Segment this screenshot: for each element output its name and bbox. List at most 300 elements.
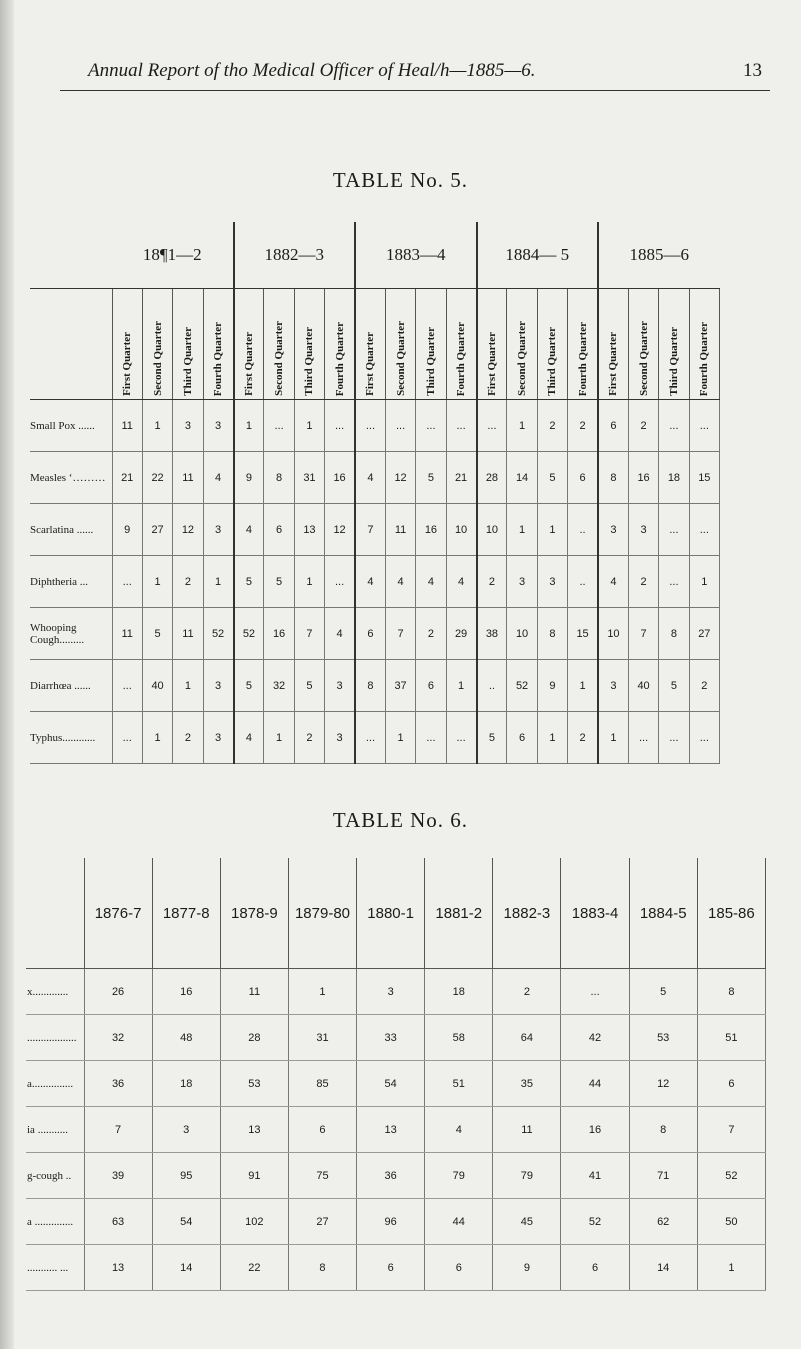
table5-cell: 4 [355,452,385,504]
table5-cell: 2 [568,400,598,452]
table5-cell: .. [477,660,507,712]
table5-cell: 6 [264,504,294,556]
table5-quarter-label: Third Quarter [181,327,194,396]
table6-cell: 53 [629,1015,697,1061]
table5-cell: 5 [234,556,264,608]
table6-cell: 18 [425,969,493,1015]
table5-cell: 3 [507,556,537,608]
table6-year-header: 1884-5 [629,858,697,969]
table5-row [30,556,720,608]
table5-corner-cell [30,222,112,289]
table5-cell: 9 [234,452,264,504]
table5-cell: ... [659,556,689,608]
table5-cell: 40 [142,660,172,712]
table6-cell: 6 [697,1061,765,1107]
table5-cell: 2 [537,400,567,452]
table5-cell: 3 [203,660,233,712]
table6-cell: 62 [629,1199,697,1245]
table5-cell: 14 [507,452,537,504]
table5-cell: 11 [385,504,415,556]
table6-cell: 52 [697,1153,765,1199]
table5-cell: 1 [507,400,537,452]
table5-cell: 5 [477,712,507,764]
table6-cell: 14 [629,1245,697,1291]
table5-cell: 1 [142,556,172,608]
table5-quarter-header [234,289,264,400]
table5-cell: 3 [628,504,658,556]
table5-quarter-label: First Quarter [121,332,134,396]
table6-cell: 58 [425,1015,493,1061]
table5-cell: 2 [689,660,719,712]
table5-cell: ... [112,660,142,712]
table5-cell: ... [659,400,689,452]
table5-cell: 2 [628,400,658,452]
table5-quarter-label: Second Quarter [273,321,286,396]
table5-cell: 3 [325,712,355,764]
table5-cell: 21 [112,452,142,504]
table5-cell: ... [446,712,476,764]
table5-cell: 5 [294,660,324,712]
table5-quarter-label: Second Quarter [637,321,650,396]
table6-cell: 48 [152,1015,220,1061]
table6-cell: 53 [220,1061,288,1107]
table5-row [30,400,720,452]
table6-cell: 44 [561,1061,629,1107]
table6-row [26,969,766,1015]
table5-cell: 1 [264,712,294,764]
table5-quarter-header [477,289,507,400]
table5-cell: 8 [355,660,385,712]
table6-cell: 27 [288,1199,356,1245]
table5-cell: 6 [355,608,385,660]
table6-cell: 14 [152,1245,220,1291]
table6-cell: 13 [357,1107,425,1153]
table6-year-header: 1882-3 [493,858,561,969]
table5-quarter-label: Third Quarter [667,327,680,396]
table6-cell: 102 [220,1199,288,1245]
table5-year-header: 1882—3 [234,222,356,289]
table5-cell: ... [325,556,355,608]
table5-cell: 1 [203,556,233,608]
table6-cell: 6 [561,1245,629,1291]
table5 [30,222,720,764]
table5-cell: 21 [446,452,476,504]
table5-cell: ... [659,504,689,556]
table5-cell: 3 [537,556,567,608]
table5-cell: ... [112,712,142,764]
table5-cell: 10 [446,504,476,556]
table5-cell: 1 [446,660,476,712]
table5-cell: 16 [325,452,355,504]
table5-cell: 7 [355,504,385,556]
table5-cell: 9 [537,660,567,712]
table6-cell: 33 [357,1015,425,1061]
table6-row-label: g-cough .. [26,1153,84,1199]
table5-row-label: Scarlatina ...... [30,504,112,556]
table5-cell: ... [416,400,446,452]
table5-cell: 2 [173,556,203,608]
table5-cell: 8 [598,452,628,504]
table5-cell: 1 [234,400,264,452]
table6-row-label: ia ........... [26,1107,84,1153]
table6-year-header: 1877-8 [152,858,220,969]
table5-cell: 1 [568,660,598,712]
table5-row [30,504,720,556]
table5-cell: 12 [385,452,415,504]
table5-cell: 16 [264,608,294,660]
table5-label-header [30,289,112,400]
table5-cell: .. [568,556,598,608]
table6-cell: 7 [697,1107,765,1153]
table6-cell: 75 [288,1153,356,1199]
table6-row [26,1199,766,1245]
page-header [60,54,770,94]
table5-cell: 1 [537,712,567,764]
table6-row-label: .................. [26,1015,84,1061]
table5-cell: 4 [416,556,446,608]
table6-cell: 42 [561,1015,629,1061]
table6-cell: ... [561,969,629,1015]
table6-cell: 36 [84,1061,152,1107]
table5-quarter-label: Third Quarter [303,327,316,396]
table5-cell: 6 [568,452,598,504]
table5-cell: 6 [416,660,446,712]
table6-row [26,1153,766,1199]
table6-cell: 2 [493,969,561,1015]
table5-quarter-header [689,289,719,400]
table6-cell: 71 [629,1153,697,1199]
table5-cell: ... [264,400,294,452]
table6-cell: 35 [493,1061,561,1107]
table5-row [30,660,720,712]
table5-row-label: Diarrhœa ...... [30,660,112,712]
table5-quarter-header [294,289,324,400]
table6-cell: 63 [84,1199,152,1245]
table6-cell: 91 [220,1153,288,1199]
table5-cell: 3 [203,400,233,452]
table5-cell: ... [385,400,415,452]
table5-cell: 2 [628,556,658,608]
table5-cell: 3 [598,504,628,556]
table5-cell: 7 [628,608,658,660]
table6-year-header: 1878-9 [220,858,288,969]
table5-cell: 1 [294,556,324,608]
table5-cell: ... [355,712,385,764]
table6-caption: TABLE No. 6. [332,808,469,832]
table6-cell: 32 [84,1015,152,1061]
table5-cell: 7 [385,608,415,660]
table6-row [26,1015,766,1061]
table5-quarter-header [203,289,233,400]
table6-year-header: 185-86 [697,858,765,969]
table5-cell: 16 [416,504,446,556]
table6-row [26,1061,766,1107]
table5-row [30,608,720,660]
table5-cell: 8 [537,608,567,660]
table6-cell: 12 [629,1061,697,1107]
page-spine [0,0,14,1349]
table5-cell: 6 [507,712,537,764]
table5-cell: 40 [628,660,658,712]
table5-cell: 22 [142,452,172,504]
table5-cell: ... [689,712,719,764]
table5-cell: 27 [142,504,172,556]
table6-cell: 51 [425,1061,493,1107]
table5-quarter-header [507,289,537,400]
table5-cell: 37 [385,660,415,712]
table5-cell: 5 [416,452,446,504]
table5-quarter-label: Second Quarter [394,321,407,396]
header-rule [60,90,770,91]
table5-cell: 13 [294,504,324,556]
table6-cell: 18 [152,1061,220,1107]
table5-quarter-header [598,289,628,400]
table5-year-header: 1884— 5 [477,222,599,289]
table5-cell: 3 [173,400,203,452]
table6-cell: 50 [697,1199,765,1245]
table5-cell: ... [355,400,385,452]
table5-quarter-header [385,289,415,400]
table6-year-header: 1879-80 [288,858,356,969]
table6-cell: 1 [697,1245,765,1291]
table6-cell: 39 [84,1153,152,1199]
table5-cell: 2 [173,712,203,764]
table6 [26,858,766,1291]
table5-quarter-label: First Quarter [485,332,498,396]
table5-cell: 3 [325,660,355,712]
table6-cell: 3 [357,969,425,1015]
table5-cell: 7 [294,608,324,660]
table5-cell: ... [325,400,355,452]
table5-quarter-label: Fourth Quarter [333,321,346,396]
table5-row-label: Whooping Cough......... [30,608,112,660]
table5-quarter-label: Second Quarter [516,321,529,396]
table5-cell: 29 [446,608,476,660]
table5-cell: 10 [598,608,628,660]
table6-corner-cell [26,858,84,969]
table5-cell: 4 [355,556,385,608]
table5-cell: ... [689,400,719,452]
table5-quarter-header [416,289,446,400]
table6-cell: 52 [561,1199,629,1245]
table5-cell: 4 [325,608,355,660]
table5-cell: 5 [264,556,294,608]
table5-quarter-header [325,289,355,400]
table6-cell: 28 [220,1015,288,1061]
table5-cell: 11 [112,400,142,452]
table6-cell: 96 [357,1199,425,1245]
table5-cell: 10 [477,504,507,556]
table6-cell: 95 [152,1153,220,1199]
table6-cell: 79 [425,1153,493,1199]
table6-cell: 36 [357,1153,425,1199]
table5-cell: 12 [325,504,355,556]
table5-quarter-label: Fourth Quarter [455,321,468,396]
table5-cell: 12 [173,504,203,556]
table5-cell: 31 [294,452,324,504]
table6-cell: 8 [288,1245,356,1291]
table5-row [30,712,720,764]
table6-cell: 4 [425,1107,493,1153]
table6-year-header: 1883-4 [561,858,629,969]
table5-cell: 52 [203,608,233,660]
table6-cell: 22 [220,1245,288,1291]
table5-quarter-label: Fourth Quarter [698,321,711,396]
table5-cell: 5 [234,660,264,712]
table5-row-label: Measles ‘……… [30,452,112,504]
table5-row-label: Small Pox ...... [30,400,112,452]
table5-cell: 8 [659,608,689,660]
table6-row-label: x............. [26,969,84,1015]
table5-cell: 10 [507,608,537,660]
table5-quarter-header [142,289,172,400]
table6-cell: 3 [152,1107,220,1153]
table5-cell: 32 [264,660,294,712]
table5-year-header: 1885—6 [598,222,720,289]
table6-cell: 45 [493,1199,561,1245]
table5-row-label: Diphtheria ... [30,556,112,608]
table5-cell: ... [477,400,507,452]
table6-cell: 7 [84,1107,152,1153]
table5-cell: 2 [477,556,507,608]
table6-cell: 6 [425,1245,493,1291]
table5-cell: 1 [537,504,567,556]
table6-cell: 44 [425,1199,493,1245]
table5-cell: 18 [659,452,689,504]
table6-row-label: a............... [26,1061,84,1107]
table5-cell: 6 [598,400,628,452]
table5-cell: 5 [142,608,172,660]
table5-caption: TABLE No. 5. [332,168,469,192]
table5-cell: 4 [598,556,628,608]
table5-cell: 27 [689,608,719,660]
table6-cell: 13 [220,1107,288,1153]
table5-cell: 1 [142,712,172,764]
table5-quarter-header [446,289,476,400]
table6-year-header: 1876-7 [84,858,152,969]
table5-cell: ... [112,556,142,608]
table5-cell: 15 [568,608,598,660]
table5-cell: 3 [203,504,233,556]
table5-quarter-header [659,289,689,400]
table5-cell: 2 [568,712,598,764]
table6-cell: 16 [561,1107,629,1153]
table5-cell: 1 [173,660,203,712]
table5-cell: 4 [234,504,264,556]
table5-cell: ... [659,712,689,764]
table5-year-header: 18¶1—2 [112,222,234,289]
table5-cell: 5 [537,452,567,504]
table5-year-header: 1883—4 [355,222,477,289]
table5-cell: 4 [234,712,264,764]
table5-quarter-label: Third Quarter [546,327,559,396]
table5-row [30,452,720,504]
table6-cell: 64 [493,1015,561,1061]
table6-cell: 6 [357,1245,425,1291]
table5-cell: 4 [446,556,476,608]
table6-row [26,1107,766,1153]
table6-cell: 16 [152,969,220,1015]
page-number: 13 [743,60,762,81]
table5-cell: 52 [234,608,264,660]
table5-cell: 1 [294,400,324,452]
table5-cell: 38 [477,608,507,660]
table5-quarter-label: Second Quarter [151,321,164,396]
table5-cell: 5 [659,660,689,712]
table5-cell: 2 [294,712,324,764]
table6-cell: 1 [288,969,356,1015]
table5-cell: 2 [416,608,446,660]
table5-quarter-header [568,289,598,400]
running-title: Annual Report of tho Medical Officer of Heal/h—1885—6. [88,60,536,81]
table5-cell: 1 [142,400,172,452]
table5-cell: 16 [628,452,658,504]
table5-cell: 1 [689,556,719,608]
table6-year-header: 1880-1 [357,858,425,969]
table5-cell: .. [568,504,598,556]
table6-cell: 11 [220,969,288,1015]
table5-cell: ... [416,712,446,764]
table5-cell: 4 [203,452,233,504]
table5-cell: 15 [689,452,719,504]
table6-row-label: ........... ... [26,1245,84,1291]
table6-cell: 9 [493,1245,561,1291]
table6-cell: 79 [493,1153,561,1199]
table6-cell: 54 [357,1061,425,1107]
table5-quarter-header [537,289,567,400]
table5-cell: 1 [385,712,415,764]
table5-row-label: Typhus............ [30,712,112,764]
table6-cell: 5 [629,969,697,1015]
table5-quarter-header [355,289,385,400]
table5-quarter-label: First Quarter [607,332,620,396]
table6-cell: 41 [561,1153,629,1199]
table6-cell: 31 [288,1015,356,1061]
table5-cell: 11 [173,452,203,504]
table5-cell: ... [628,712,658,764]
table6-row-label: a .............. [26,1199,84,1245]
table5-cell: 1 [507,504,537,556]
table6-cell: 54 [152,1199,220,1245]
table6-row [26,1245,766,1291]
table5-cell: 1 [598,712,628,764]
table6-cell: 8 [697,969,765,1015]
table5-cell: 9 [112,504,142,556]
table6-cell: 6 [288,1107,356,1153]
table6-cell: 13 [84,1245,152,1291]
table5-quarter-label: First Quarter [242,332,255,396]
table6-cell: 51 [697,1015,765,1061]
table6-year-header: 1881-2 [425,858,493,969]
table5-quarter-header [264,289,294,400]
table5-quarter-label: Third Quarter [424,327,437,396]
table5-cell: 52 [507,660,537,712]
table6-cell: 8 [629,1107,697,1153]
table5-cell: 3 [598,660,628,712]
table6-cell: 26 [84,969,152,1015]
table5-cell: 8 [264,452,294,504]
table5-quarter-label: First Quarter [364,332,377,396]
table5-quarter-label: Fourth Quarter [212,321,225,396]
table6-cell: 11 [493,1107,561,1153]
table5-cell: 11 [173,608,203,660]
table5-cell: 28 [477,452,507,504]
table5-cell: 3 [203,712,233,764]
table5-cell: 4 [385,556,415,608]
table5-cell: 11 [112,608,142,660]
table5-quarter-header [173,289,203,400]
table5-quarter-label: Fourth Quarter [576,321,589,396]
